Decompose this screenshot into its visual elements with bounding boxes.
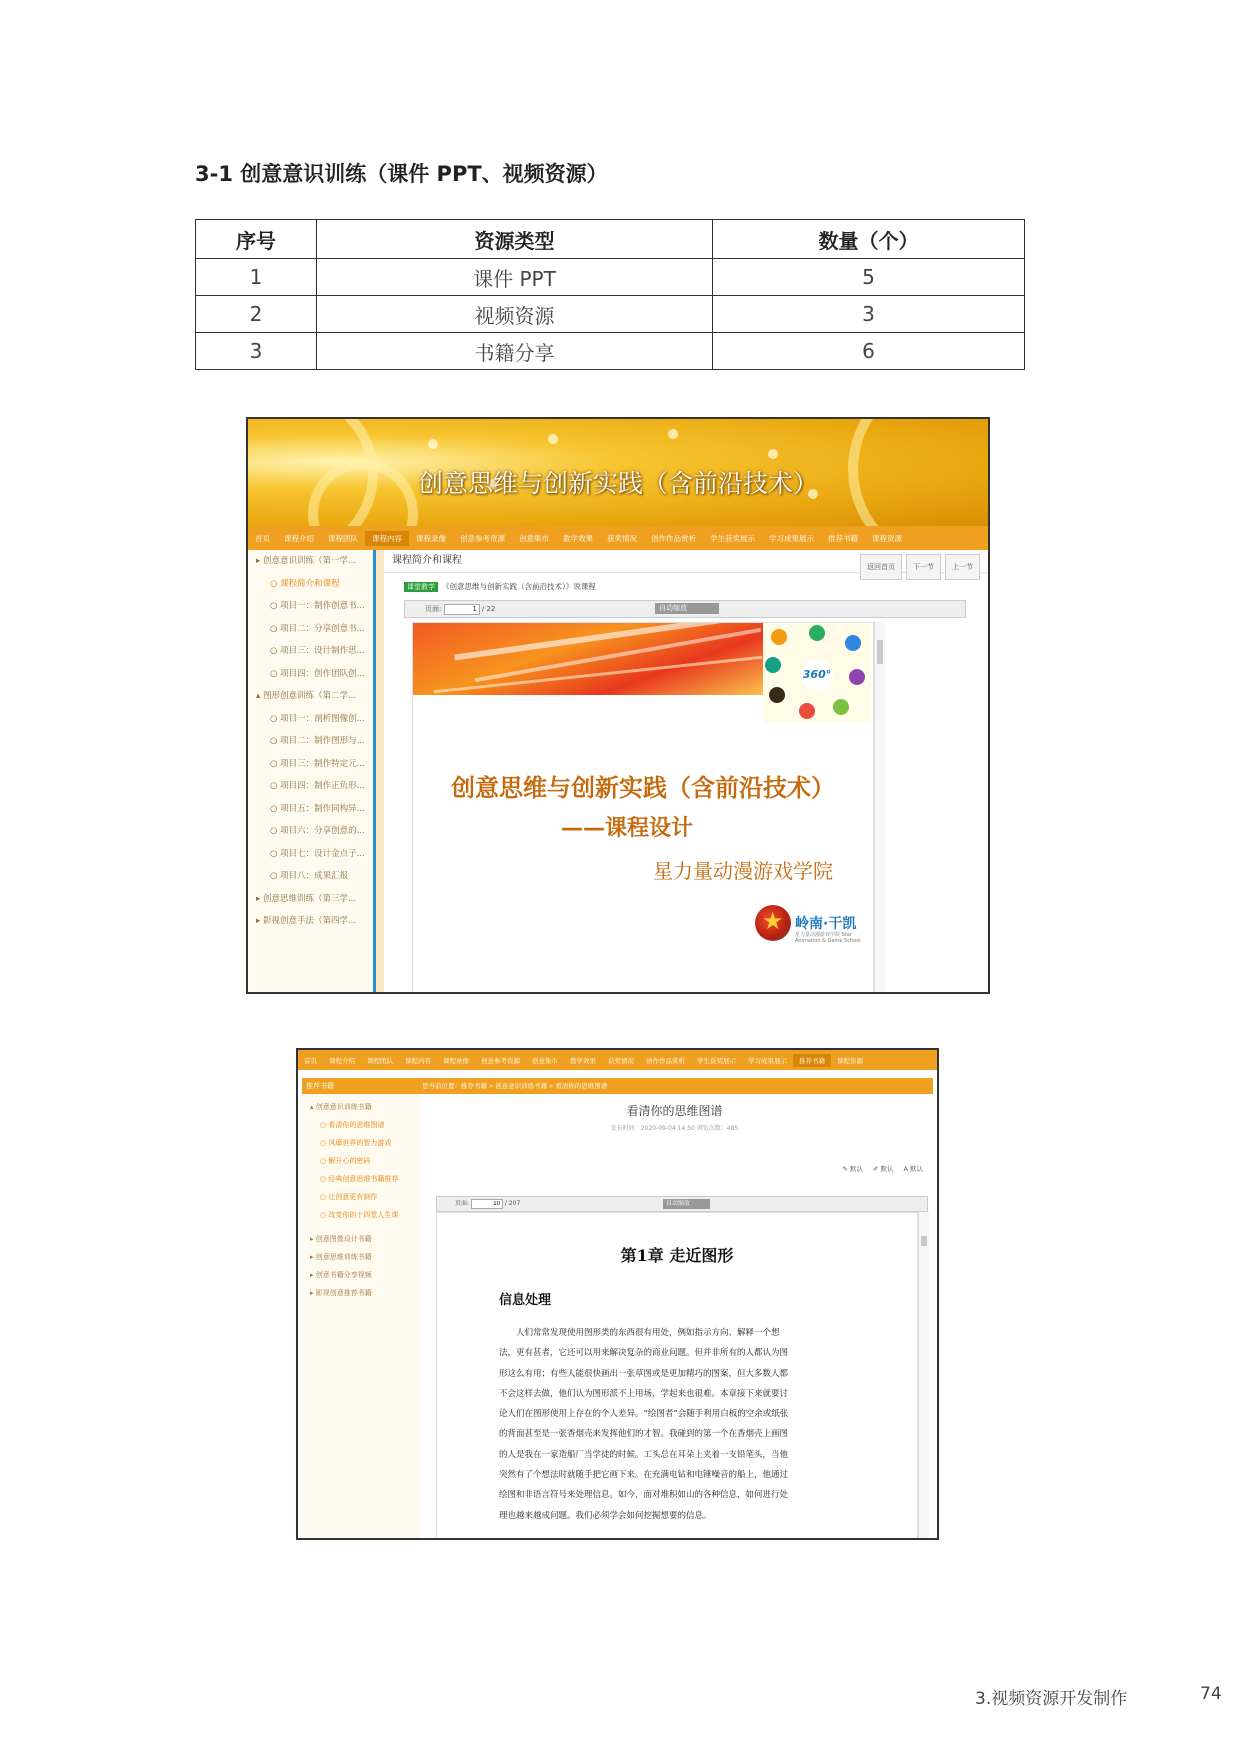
sidebar-item[interactable]: ○ 项目七：设计金点子...	[270, 848, 365, 859]
cell-count: 6	[713, 333, 1025, 370]
badge-dot	[771, 629, 787, 645]
cell-type: 视频资源	[317, 296, 713, 333]
top-nav	[298, 1050, 937, 1070]
sidebar-item[interactable]: ○ 项目五：制作同构异...	[270, 803, 365, 814]
header-count: 数量（个）	[713, 220, 1025, 259]
nav-item[interactable]: 学生获奖展示	[710, 533, 755, 543]
font-icon: A	[903, 1165, 908, 1173]
cell-type: 书籍分享	[317, 333, 713, 370]
doc-tag: 课堂教学	[404, 582, 438, 592]
sidebar-header: 推荐书籍	[302, 1078, 420, 1094]
scroll-thumb[interactable]	[921, 1236, 927, 1246]
course-site-screenshot	[246, 417, 990, 994]
nav-item[interactable]: 创意参考资源	[460, 533, 505, 543]
course-sidebar	[248, 550, 376, 992]
sidebar-item[interactable]: ○ 解开心的密码	[320, 1157, 371, 1165]
nav-item[interactable]: 教学效果	[563, 533, 593, 543]
content-nav-buttons	[860, 554, 980, 580]
content-title: 课程简介和课程	[392, 555, 462, 566]
doc-title-row	[392, 578, 982, 596]
nav-item[interactable]: 创意集市	[519, 533, 549, 543]
nav-item[interactable]: 课程录像	[416, 533, 446, 543]
doc-meta: 发布时间：2020-09-04 14:50 浏览次数：485	[610, 1125, 739, 1132]
sidebar-item[interactable]: ○ 项目四：制作正负形...	[270, 781, 365, 791]
badge-center: 360°	[801, 659, 833, 691]
table-row	[196, 296, 1025, 333]
nav-item[interactable]: 创作作品赏析	[651, 533, 696, 543]
sidebar-item[interactable]: ○ 风靡世界的智力游戏	[320, 1139, 392, 1147]
sidebar-item[interactable]: ○ 项目八：成果汇报	[270, 871, 349, 881]
brand-subtitle: 星力量动漫游戏学院 Star Animation & Game School	[795, 932, 861, 944]
sidebar-group[interactable]: ▸ 影视创意手法（第四学...	[256, 916, 357, 926]
table-row	[196, 259, 1025, 296]
nav-item[interactable]: 首页	[255, 533, 270, 543]
header-index: 序号	[196, 220, 317, 259]
zoom-select[interactable]: 自动缩放	[655, 603, 719, 614]
doc-name[interactable]: 《创意思维与创新实践（含前沿技术）》说课程	[442, 582, 596, 591]
viewer-toolbar	[404, 600, 966, 618]
sidebar-group[interactable]: ▸ 影视创意推荐书籍	[310, 1289, 372, 1297]
banner-drop	[768, 449, 778, 459]
section-heading: 信息处理	[499, 1293, 552, 1308]
badge-dot	[799, 703, 815, 719]
chapter-heading: 第1章 走近图形	[620, 1246, 734, 1265]
nav-item-active[interactable]: 推荐书籍	[793, 1054, 831, 1067]
nav-item[interactable]: 课程录像	[443, 1056, 469, 1065]
nav-item[interactable]: 创意集市	[532, 1056, 558, 1065]
page-input[interactable]	[444, 604, 480, 615]
nav-item[interactable]: 课程团队	[367, 1056, 393, 1065]
banner-drop	[428, 439, 438, 449]
badge-dot	[849, 669, 865, 685]
sidebar-item[interactable]: ○ 项目一：剖析图像创...	[270, 713, 365, 724]
nav-item[interactable]: 学习成果展示	[748, 1056, 787, 1065]
home-button[interactable]: 返回首页	[860, 554, 902, 580]
nav-item[interactable]: 学习成果展示	[769, 533, 814, 543]
slide-360-badge	[763, 623, 871, 723]
cell-index: 3	[196, 333, 317, 370]
sidebar-group[interactable]: ▸ 创意思维训练（第三学...	[256, 893, 357, 904]
book-content-pane	[416, 1078, 933, 1538]
prev-button[interactable]: 上一节	[945, 554, 980, 580]
nav-item[interactable]: 学生获奖展示	[697, 1056, 736, 1065]
books-page-screenshot	[296, 1048, 939, 1540]
nav-item[interactable]: 课程资源	[837, 1056, 863, 1065]
sidebar-item[interactable]: ○ 项目二：分享创意书...	[270, 623, 365, 634]
badge-dot	[845, 635, 861, 651]
star-icon: ★	[762, 907, 784, 935]
sidebar-group[interactable]: ▸ 创意意识训练（第一学...	[256, 556, 357, 566]
breadcrumb: 您当前位置：推荐书籍 » 创意意识训练书籍 » 看清你的思维图谱	[416, 1078, 933, 1094]
books-sidebar	[302, 1078, 420, 1538]
doc-actions	[842, 1164, 923, 1173]
slide-subtitle: ——课程设计	[561, 816, 694, 841]
sidebar-group[interactable]: ▸ 创意书籍分享视频	[310, 1271, 372, 1279]
brand-name: 岭南·干凯	[795, 916, 857, 932]
cell-count: 5	[713, 259, 1025, 296]
page-label: 页面:	[455, 1200, 470, 1207]
badge-dot	[769, 687, 785, 703]
slide-school: 星力量动漫游戏学院	[653, 859, 833, 883]
page-total: / 207	[504, 1200, 521, 1207]
sidebar-item[interactable]: ○ 项目二：制作图形与...	[270, 736, 365, 746]
nav-item-active[interactable]: 课程内容	[365, 531, 409, 546]
course-banner	[248, 419, 988, 526]
page-input[interactable]	[471, 1199, 503, 1209]
content-pane	[384, 550, 988, 992]
nav-item[interactable]: 推荐书籍	[828, 533, 858, 543]
sidebar-item[interactable]: ○ 改变你的十四堂人生课	[320, 1211, 399, 1219]
top-nav	[248, 526, 988, 550]
badge-dot	[809, 625, 825, 641]
sidebar-group[interactable]: ▸ 创意思维训练书籍	[310, 1253, 372, 1261]
sidebar-item[interactable]: ○ 经典创意思维书籍推荐	[320, 1175, 399, 1183]
action-link[interactable]: A 默认	[903, 1165, 923, 1173]
edit-icon: ✐	[872, 1165, 879, 1173]
nav-item[interactable]: 课程介绍	[284, 533, 314, 543]
nav-item[interactable]: 获奖情况	[608, 1056, 634, 1065]
action-link[interactable]: ✎ 默认	[842, 1165, 863, 1173]
content-header	[384, 550, 988, 573]
cell-index: 2	[196, 296, 317, 333]
zoom-select[interactable]: 自动缩放	[663, 1199, 710, 1209]
sidebar-item[interactable]: ○ 项目六：分享创意的...	[270, 826, 365, 836]
page-number: 74	[1200, 1684, 1222, 1704]
sidebar-item[interactable]: ○ 项目一：制作创意书...	[270, 601, 365, 611]
nav-item[interactable]: 课程资源	[872, 533, 902, 543]
nav-item[interactable]: 创意参考资源	[481, 1056, 520, 1065]
sidebar-item[interactable]: ○ 项目三：制作特定元...	[270, 758, 365, 769]
nav-item[interactable]: 课程介绍	[329, 1056, 355, 1065]
sidebar-item[interactable]: ○ 项目三：设计制作思...	[270, 646, 365, 656]
cell-index: 1	[196, 259, 317, 296]
section-title: 3-1 创意意识训练（课件 PPT、视频资源）	[195, 162, 608, 186]
nav-item[interactable]: 课程团队	[328, 533, 358, 543]
body-paragraph: 人们常常发现使用图形类的东西很有用处，例如指示方向、解释一个想法，更有甚者，它还可以用来解决复杂的商业问题。但并非所有的人都认为图形这么有用；有些人能很快画出一张草图或是更加精巧的图案，但大多数人都不会这样去做，他们认为图形派不上用场，学起来也很难。本章接下来就要讨论人们在图形使用上存在的个人差异。“绘图者”会随手利用白板的空余或纸张的背面甚至是一张香烟壳来发挥他们的才智。我碰到的第一个在香烟壳上画图的人是我在一家造船厂当学徒的时候。工头总在耳朵上夹着一支铅笔头，当他突然有了个想法时就随手把它画下来。在充满电钻和电锤噪音的船上，他通过绘图和非语言符号来处理信息。如今，面对堆积如山的各种信息，如何进行处理也越来越成问题。我们必须学会如何挖掘想要的信息。	[499, 1328, 789, 1521]
header-type: 资源类型	[317, 220, 713, 259]
viewer-toolbar	[436, 1196, 928, 1212]
viewer-scrollbar[interactable]	[918, 1212, 929, 1538]
badge-dot	[833, 699, 849, 715]
banner-drop	[548, 434, 558, 444]
book-page	[436, 1212, 918, 1540]
table-header-row	[196, 220, 1025, 259]
next-button[interactable]: 下一节	[906, 554, 941, 580]
nav-item[interactable]: 创作作品赏析	[646, 1056, 685, 1065]
footer-chapter: 3.视频资源开发制作	[975, 1689, 1128, 1709]
nav-item[interactable]: 首页	[304, 1056, 317, 1065]
nav-item[interactable]: 获奖情况	[607, 533, 637, 543]
sidebar-group[interactable]: ▸ 创意图像设计书籍	[310, 1235, 372, 1243]
badge-dot	[765, 657, 781, 673]
sidebar-item-current[interactable]: ○ 课程简介和课程	[270, 578, 340, 589]
sidebar-strip	[376, 550, 384, 992]
sidebar-group[interactable]: ▴ 图形创意训练（第二学...	[256, 691, 357, 701]
cell-type: 课件 PPT	[317, 259, 713, 296]
scroll-thumb[interactable]	[877, 640, 883, 664]
page-total: / 22	[481, 605, 496, 613]
sidebar-group[interactable]: ▴ 创意意识训练书籍	[310, 1103, 372, 1111]
nav-item[interactable]: 课程内容	[405, 1056, 431, 1065]
page-label: 页面:	[425, 605, 442, 613]
sidebar-item[interactable]: ○ 项目四：创作团队创...	[270, 668, 365, 679]
sidebar-item[interactable]: ○ 让创意更有制作	[320, 1193, 378, 1201]
cell-count: 3	[713, 296, 1025, 333]
nav-item[interactable]: 教学效果	[570, 1056, 596, 1065]
sidebar-item-current[interactable]: ○ 看清你的思维图谱	[320, 1121, 385, 1129]
table-row	[196, 333, 1025, 370]
pencil-icon: ✎	[842, 1165, 848, 1173]
action-link[interactable]: ✐ 默认	[872, 1165, 894, 1173]
viewer-scrollbar[interactable]	[874, 622, 885, 992]
banner-title: 创意思维与创新实践（含前沿技术）	[417, 469, 818, 498]
ppt-slide	[412, 622, 874, 994]
doc-title: 看清你的思维图谱	[626, 1104, 723, 1118]
resource-table	[195, 219, 1025, 370]
slide-title: 创意思维与创新实践（含前沿技术）	[451, 774, 835, 802]
banner-drop	[668, 429, 678, 439]
